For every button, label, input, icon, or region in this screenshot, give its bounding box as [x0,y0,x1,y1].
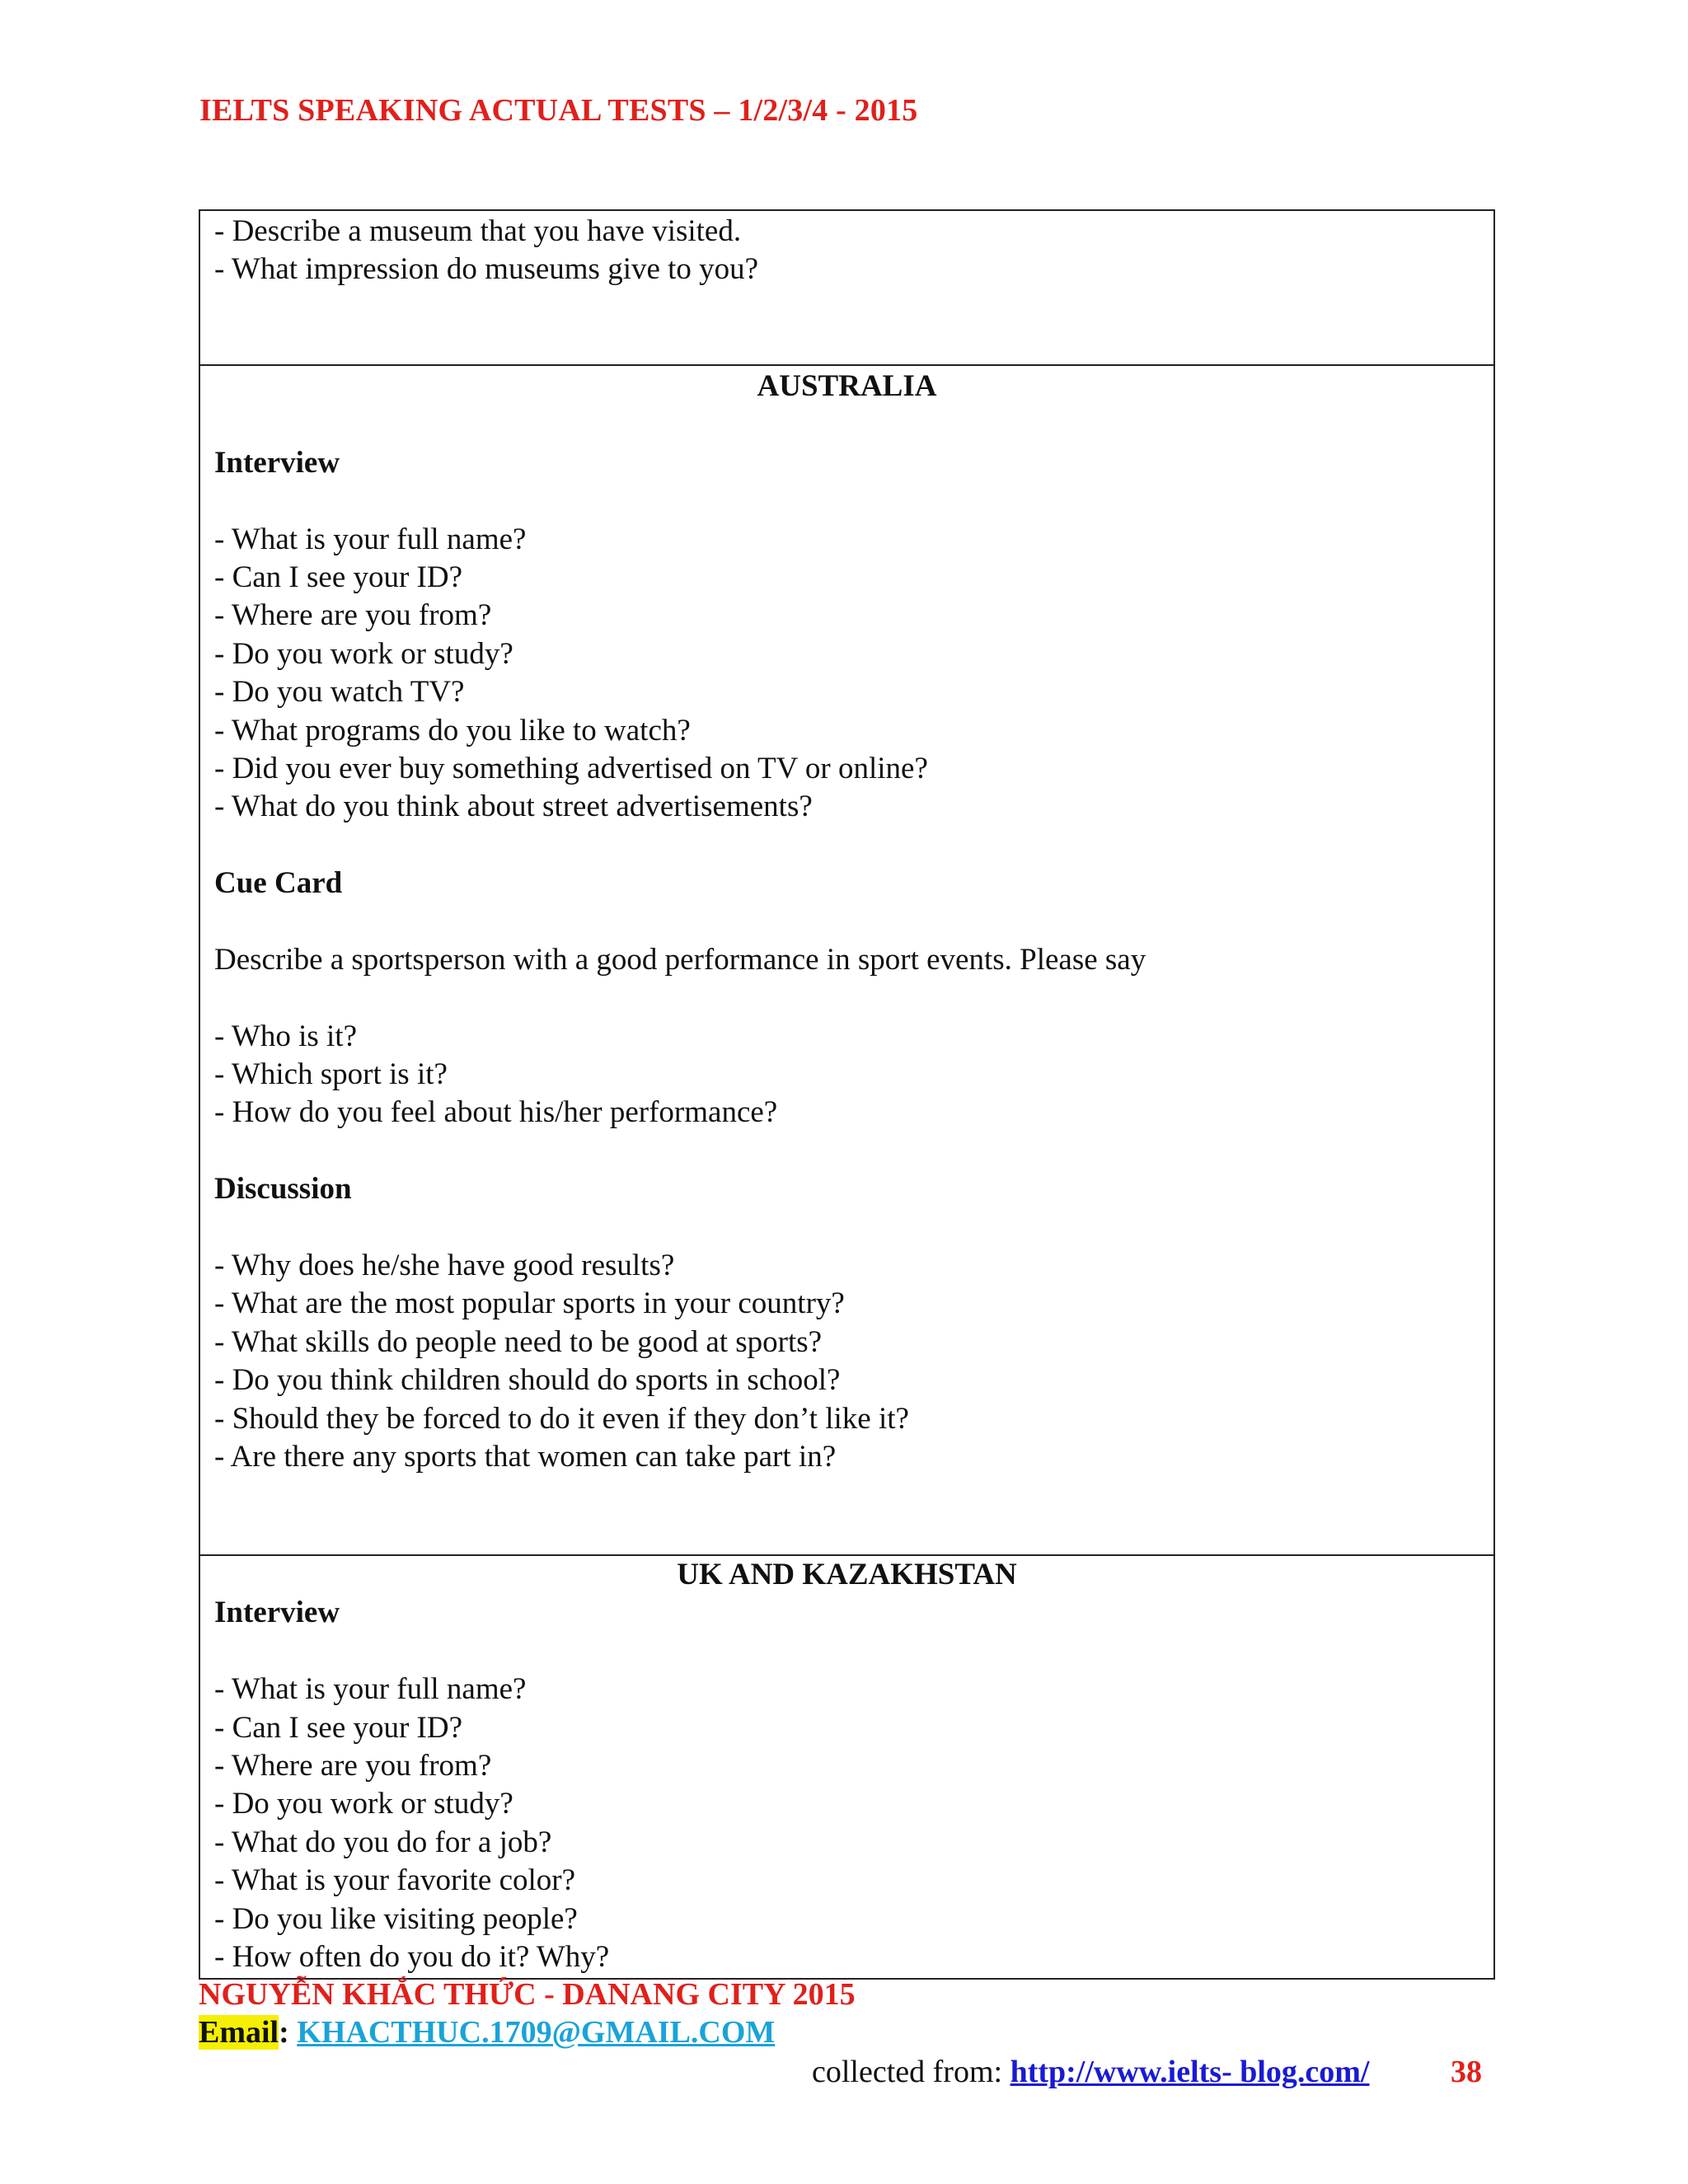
footer-email [199,2014,775,2050]
footer-source [812,2054,1370,2090]
spacer [214,1633,1479,1671]
interview-question: - What do you think about street advertisements? [214,790,813,824]
discussion-question: - Should they be forced to do it even if they don’t like it? [214,1401,909,1436]
interview-heading: Interview [214,445,340,480]
interview-question: - What do you do for a job? [214,1825,552,1859]
interview-question: - Where are you from? [214,598,492,633]
email-label: Email [199,2015,279,2050]
spacer [214,827,1479,865]
uk-kazakhstan-title: UK AND KAZAKHSTAN [677,1558,1017,1591]
interview-heading: Interview [214,1596,340,1630]
page-header-title: IELTS SPEAKING ACTUAL TESTS – 1/2/3/4 - 2015 [199,93,918,128]
cue-card-intro: Describe a sportsperson with a good performance in sport events. Please say [214,942,1146,977]
interview-question: - Did you ever buy something advertised on TV or online? [214,751,928,785]
discussion-heading: Discussion [214,1172,352,1207]
cue-card-point: - Who is it? [214,1019,357,1053]
interview-question: - What is your full name? [214,1672,527,1707]
page-number: 38 [1451,2055,1482,2089]
discussion-question: - Are there any sports that women can take part in? [214,1439,837,1474]
interview-question: - Do you like visiting people? [214,1901,578,1936]
cue-card-heading: Cue Card [214,866,343,901]
interview-question: - What is your full name? [214,522,527,556]
australia-title: AUSTRALIA [757,369,937,403]
interview-question: - How often do you do it? Why? [214,1939,610,1974]
interview-question: - Can I see your ID? [214,1710,463,1745]
questions-table [199,209,1495,1980]
cue-card-point: - Which sport is it? [214,1057,448,1092]
museum-cell [200,211,1493,364]
spacer [214,1132,1479,1170]
discussion-question: - What skills do people need to be good at sports? [214,1324,823,1359]
discussion-question: - Do you think children should do sports in school? [214,1363,841,1398]
source-prefix: collected from: [812,2055,1010,2089]
source-link[interactable]: http://www.ielts- blog.com/ [1010,2055,1370,2089]
interview-question: - Do you work or study? [214,636,513,671]
interview-question: - Can I see your ID? [214,560,463,594]
spacer [214,405,1479,443]
spacer [214,979,1479,1017]
email-colon: : [279,2015,289,2050]
discussion-question: - Why does he/she have good results? [214,1248,675,1282]
uk-kazakhstan-cell [200,1554,1493,1978]
question-line: - Describe a museum that you have visited. [214,214,742,248]
email-link[interactable]: KHACTHUC.1709@GMAIL.COM [297,2015,776,2050]
interview-question: - Do you work or study? [214,1787,513,1821]
footer-author: NGUYỄN KHẮC THỨC - DANANG CITY 2015 [199,1977,856,2012]
interview-question: - What programs do you like to watch? [214,713,691,748]
spacer [214,902,1479,940]
question-line: - What impression do museums give to you? [214,252,759,287]
australia-cell [200,364,1493,1554]
interview-question: - Do you watch TV? [214,675,465,710]
interview-question: - What is your favorite color? [214,1863,576,1898]
interview-question: - Where are you from? [214,1748,492,1783]
spacer [214,482,1479,520]
discussion-question: - What are the most popular sports in your country? [214,1286,845,1321]
spacer [214,1209,1479,1247]
cue-card-point: - How do you feel about his/her performance? [214,1095,778,1130]
